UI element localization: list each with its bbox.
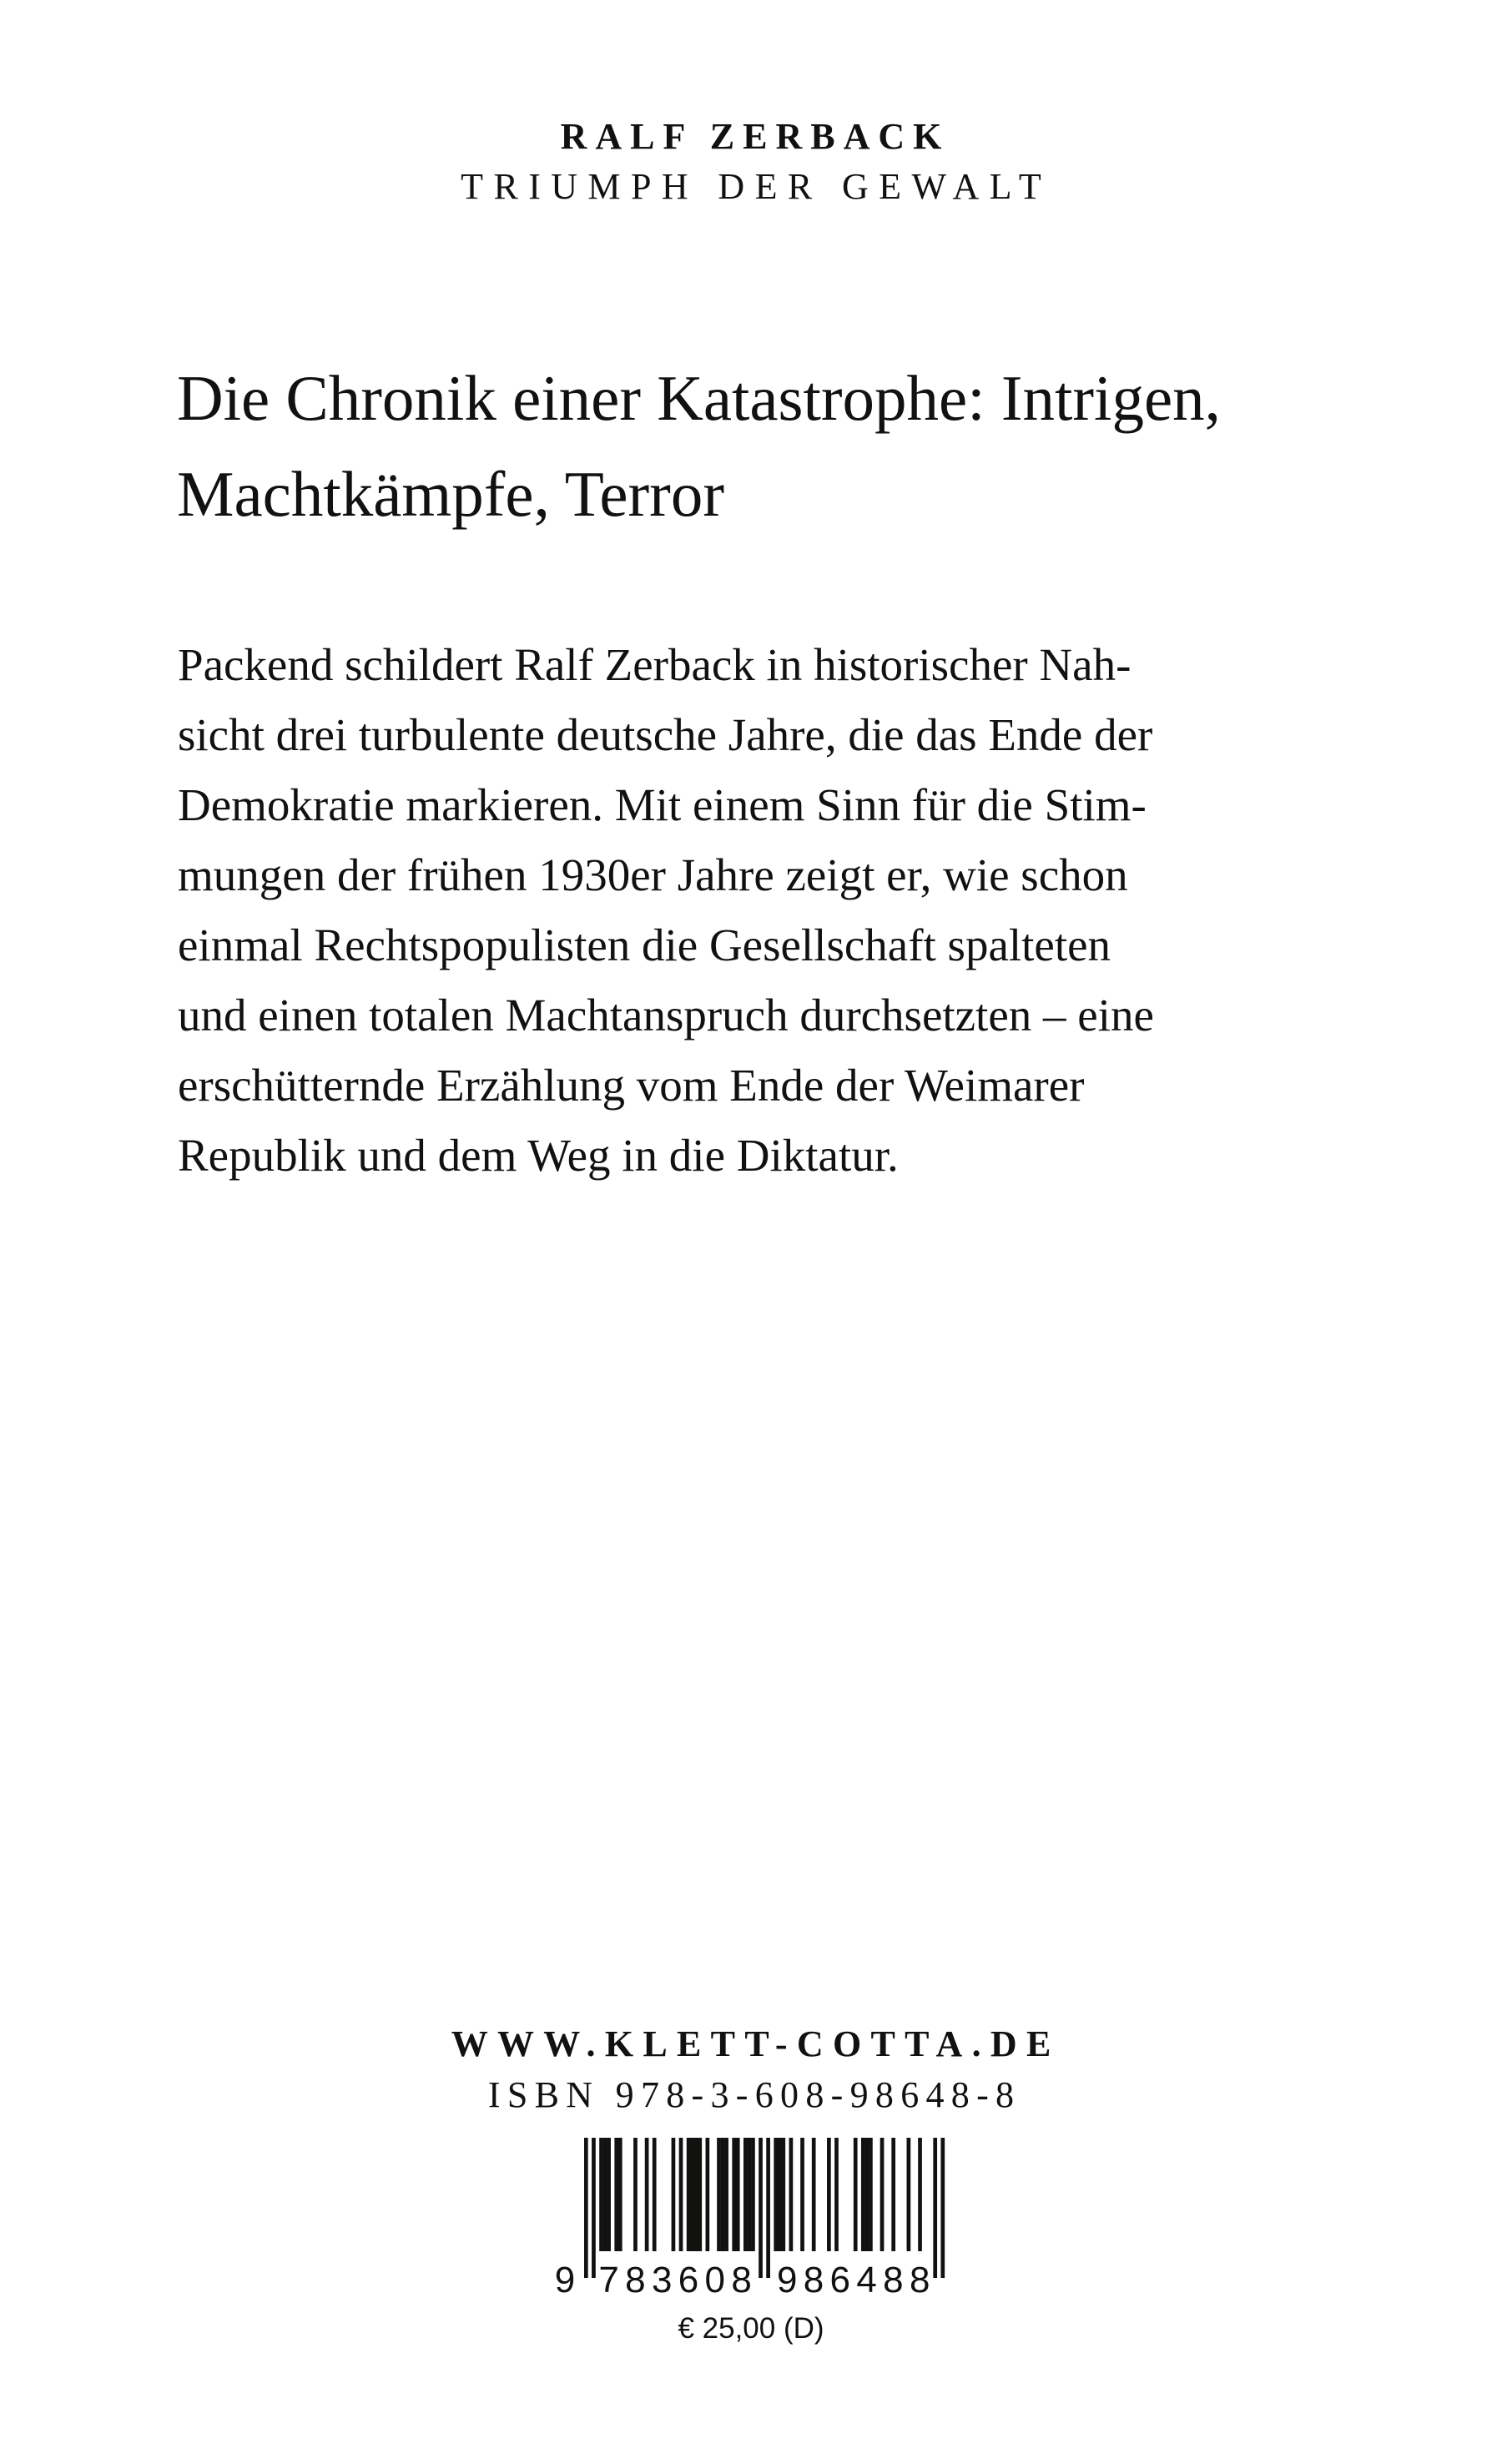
barcode-bar	[781, 2138, 785, 2251]
barcode-bar	[940, 2138, 945, 2278]
barcode-bar	[607, 2138, 611, 2251]
barcode-bar	[907, 2138, 911, 2251]
barcode-bar	[633, 2138, 638, 2251]
barcode-digit: 9	[554, 2260, 576, 2300]
barcode-bar	[653, 2138, 657, 2251]
barcode-bar	[827, 2138, 831, 2251]
barcode-bar	[759, 2138, 763, 2278]
blurb-line: mungen der frühen 1930er Jahre zeigt er, wie schon	[178, 849, 1128, 900]
barcode-digit: 3	[651, 2260, 673, 2300]
barcode-bar	[869, 2138, 873, 2251]
headline	[177, 350, 1221, 542]
barcode-bar	[918, 2138, 922, 2251]
barcode-bar	[933, 2138, 937, 2278]
blurb-line: und einen totalen Machtanspruch durchsetzten – eine	[178, 990, 1154, 1041]
barcode-digit: 4	[856, 2260, 877, 2300]
barcode-bar	[732, 2138, 736, 2251]
barcode-bar	[854, 2138, 858, 2251]
barcode-bars	[584, 2138, 945, 2278]
barcode-bar	[766, 2138, 770, 2278]
barcode-bar	[800, 2138, 804, 2251]
barcode	[542, 2138, 960, 2305]
barcode-bar	[698, 2138, 702, 2251]
barcode-bar	[706, 2138, 710, 2251]
barcode-digit: 6	[678, 2260, 699, 2300]
barcode-bar	[584, 2138, 588, 2278]
blurb-line: einmal Rechtspopulisten die Gesellschaft spalteten	[178, 920, 1111, 970]
barcode-digit: 8	[625, 2260, 646, 2300]
barcode-digit: 8	[883, 2260, 904, 2300]
barcode-bar	[614, 2138, 618, 2251]
barcode-bar	[865, 2138, 869, 2251]
barcode-bar	[789, 2138, 794, 2251]
publisher-url: WWW.KLETT-COTTA.DE	[451, 2023, 1061, 2064]
isbn-number: ISBN 978-3-608-98648-8	[487, 2074, 1021, 2115]
barcode-bar	[694, 2138, 698, 2251]
barcode-bar	[834, 2138, 839, 2251]
book-title: TRIUMPH DER GEWALT	[461, 166, 1052, 207]
barcode-bar	[599, 2138, 603, 2251]
barcode-bar	[778, 2138, 782, 2251]
barcode-digit: 0	[704, 2260, 726, 2300]
barcode-bar	[743, 2138, 748, 2251]
barcode-bar	[672, 2138, 676, 2251]
barcode-bar	[721, 2138, 725, 2251]
barcode-bar	[592, 2138, 596, 2278]
barcode-bar	[751, 2138, 755, 2251]
barcode-bar	[861, 2138, 865, 2251]
barcode-digit: 6	[829, 2260, 851, 2300]
barcode-bar	[774, 2138, 778, 2251]
blurb-line: Republik und dem Weg in die Diktatur.	[178, 1130, 899, 1181]
barcode-bar	[880, 2138, 885, 2251]
barcode-digit: 8	[803, 2260, 824, 2300]
headline-line: Machtkämpfe, Terror	[177, 458, 724, 530]
barcode-digit: 8	[731, 2260, 752, 2300]
barcode-bar	[891, 2138, 895, 2251]
blurb-line: Demokratie markieren. Mit einem Sinn für die Stim-	[178, 779, 1147, 830]
barcode-bar	[724, 2138, 728, 2251]
blurb-line: Packend schildert Ralf Zerback in historischer Nah-	[178, 639, 1132, 690]
barcode-digit: 7	[598, 2260, 619, 2300]
blurb-line: erschütternde Erzählung vom Ende der Weimarer	[178, 1060, 1085, 1111]
headline-line: Die Chronik einer Katastrophe: Intrigen,	[177, 362, 1221, 434]
barcode-digit: 8	[909, 2260, 930, 2300]
author-name: RALF ZERBACK	[560, 116, 950, 157]
barcode-bar	[618, 2138, 622, 2251]
barcode-bar	[736, 2138, 740, 2251]
barcode-bar	[603, 2138, 607, 2251]
price-label: € 25,00 (D)	[678, 2312, 824, 2345]
barcode-bar	[812, 2138, 816, 2251]
blurb-text	[178, 630, 1154, 1191]
barcode-digit: 9	[776, 2260, 798, 2300]
barcode-bar	[687, 2138, 691, 2251]
barcode-bar	[679, 2138, 683, 2251]
barcode-bar	[645, 2138, 649, 2251]
barcode-bar	[717, 2138, 721, 2251]
blurb-line: sicht drei turbulente deutsche Jahre, die das Ende der	[178, 709, 1153, 760]
barcode-bar	[748, 2138, 752, 2251]
barcode-bar	[690, 2138, 694, 2251]
